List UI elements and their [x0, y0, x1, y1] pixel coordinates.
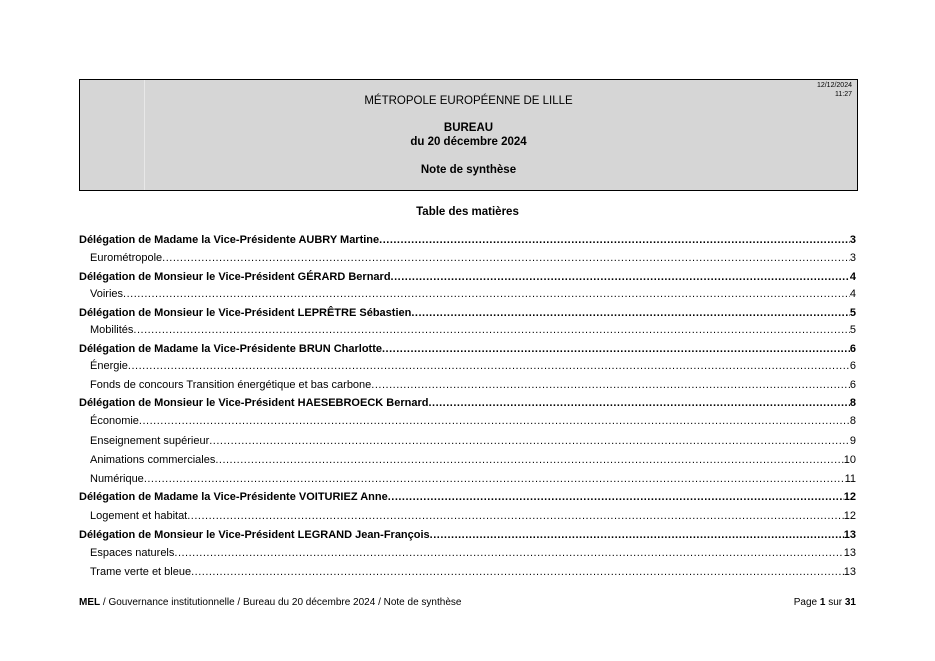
- toc-entry-title: Délégation de Monsieur le Vice-Président LEPRÊTRE Sébastien: [79, 307, 412, 319]
- toc-subsection-link[interactable]: [79, 287, 856, 301]
- toc-entry-page: 3: [849, 252, 856, 264]
- page-sep: sur: [825, 597, 845, 608]
- toc-entry-title: Fonds de concours Transition énergétique et bas carbone: [90, 379, 372, 391]
- toc-entry-title: Énergie: [90, 360, 128, 372]
- footer-path: [79, 597, 461, 608]
- toc-subsection-link[interactable]: [79, 378, 856, 392]
- meeting-title: [80, 121, 857, 149]
- toc-leader-dots: [162, 251, 850, 265]
- toc-leader-dots: [371, 378, 850, 392]
- toc-entry-page: 13: [843, 547, 856, 559]
- toc-section-link[interactable]: [79, 396, 856, 410]
- toc-entry-title: Voiries: [90, 288, 124, 300]
- page-footer: [79, 597, 856, 608]
- toc-leader-dots: [174, 546, 843, 560]
- toc-entry-page: 13: [843, 566, 856, 578]
- toc-leader-dots: [388, 490, 844, 504]
- toc-subsection-link[interactable]: [79, 509, 856, 523]
- toc-subsection-link[interactable]: [79, 453, 856, 467]
- toc-leader-dots: [209, 434, 850, 448]
- toc-entry-page: 12: [843, 510, 856, 522]
- toc-entry-page: 8: [849, 397, 856, 409]
- toc-leader-dots: [144, 472, 845, 486]
- toc-title: Table des matières: [416, 206, 519, 218]
- toc-entry-title: Délégation de Madame la Vice-Présidente AUBRY Martine: [79, 234, 380, 246]
- toc-entry-title: Animations commerciales: [90, 454, 216, 466]
- toc-leader-dots: [133, 323, 849, 337]
- toc-subsection-link[interactable]: [79, 565, 856, 579]
- toc-section-link[interactable]: [79, 270, 856, 284]
- toc-leader-dots: [379, 233, 850, 247]
- toc-subsection-link[interactable]: [79, 414, 856, 428]
- toc-entry-page: 4: [849, 271, 856, 283]
- toc-entry-page: 6: [849, 343, 856, 355]
- page-label: Page: [793, 597, 820, 608]
- toc-entry-title: Enseignement supérieur: [90, 435, 210, 447]
- toc-entry-title: Eurométropole: [90, 252, 163, 264]
- toc-section-link[interactable]: [79, 342, 856, 356]
- toc-subsection-link[interactable]: [79, 434, 856, 448]
- toc-entry-page: 11: [844, 473, 856, 485]
- toc-leader-dots: [430, 528, 844, 542]
- toc-entry-title: Délégation de Madame la Vice-Présidente VOITURIEZ Anne: [79, 491, 388, 503]
- toc-subsection-link[interactable]: [79, 359, 856, 373]
- toc-leader-dots: [382, 342, 850, 356]
- toc-subsection-link[interactable]: [79, 472, 856, 486]
- toc-entry-title: Mobilités: [90, 324, 134, 336]
- toc-entry-page: 6: [849, 360, 856, 372]
- toc-section-link[interactable]: [79, 490, 856, 504]
- toc-entry-title: Délégation de Monsieur le Vice-Président GÉRARD Bernard: [79, 271, 391, 283]
- toc-leader-dots: [215, 453, 843, 467]
- toc-entry-page: 5: [849, 307, 856, 319]
- toc-subsection-link[interactable]: [79, 323, 856, 337]
- toc-entry-page: 8: [849, 415, 856, 427]
- toc-section-link[interactable]: [79, 306, 856, 320]
- page-number: [794, 597, 856, 608]
- toc-entry-page: 10: [843, 454, 856, 466]
- toc-leader-dots: [187, 509, 844, 523]
- meeting-date: du 20 décembre 2024: [410, 136, 527, 148]
- toc-entry-title: Délégation de Monsieur le Vice-Président HAESEBROECK Bernard: [79, 397, 429, 409]
- toc-entry-page: 3: [849, 234, 856, 246]
- toc-leader-dots: [428, 396, 849, 410]
- toc-entry-title: Délégation de Monsieur le Vice-Président LEGRAND Jean-François: [79, 529, 430, 541]
- toc-leader-dots: [123, 287, 850, 301]
- toc-leader-dots: [191, 565, 844, 579]
- page-current: 1: [819, 597, 826, 608]
- toc-entry-title: Délégation de Madame la Vice-Présidente BRUN Charlotte: [79, 343, 382, 355]
- toc-leader-dots: [391, 270, 850, 284]
- organization-name: MÉTROPOLE EUROPÉENNE DE LILLE: [364, 95, 573, 107]
- toc-entry-title: Trame verte et bleue: [90, 566, 192, 578]
- toc-section-link[interactable]: [79, 528, 856, 542]
- toc-entry-page: 9: [849, 435, 856, 447]
- toc-subsection-link[interactable]: [79, 546, 856, 560]
- toc-section-link[interactable]: [79, 233, 856, 247]
- stamp-time: 11:27: [835, 91, 852, 98]
- toc-leader-dots: [139, 414, 850, 428]
- toc-entry-page: 4: [849, 288, 856, 300]
- toc-leader-dots: [411, 306, 850, 320]
- toc-entry-title: Espaces naturels: [90, 547, 175, 559]
- toc-entry-title: Économie: [90, 415, 139, 427]
- meeting-name: BUREAU: [443, 122, 494, 134]
- stamp-date: 12/12/2024: [816, 82, 852, 89]
- page-total: 31: [844, 597, 856, 608]
- footer-breadcrumb: / Gouvernance institutionnelle / Bureau du 20 décembre 2024 / Note de synthèse: [100, 597, 462, 608]
- footer-org: MEL: [79, 597, 101, 608]
- document-header: [79, 79, 858, 191]
- toc-entry-page: 13: [843, 529, 856, 541]
- document-type: Note de synthèse: [420, 164, 517, 176]
- toc-entry-title: Logement et habitat: [90, 510, 188, 522]
- toc-entry-title: Numérique: [90, 473, 144, 485]
- toc-leader-dots: [128, 359, 850, 373]
- toc-subsection-link[interactable]: [79, 251, 856, 265]
- toc-entry-page: 6: [849, 379, 856, 391]
- toc-entry-page: 12: [843, 491, 856, 503]
- toc-entry-page: 5: [849, 324, 856, 336]
